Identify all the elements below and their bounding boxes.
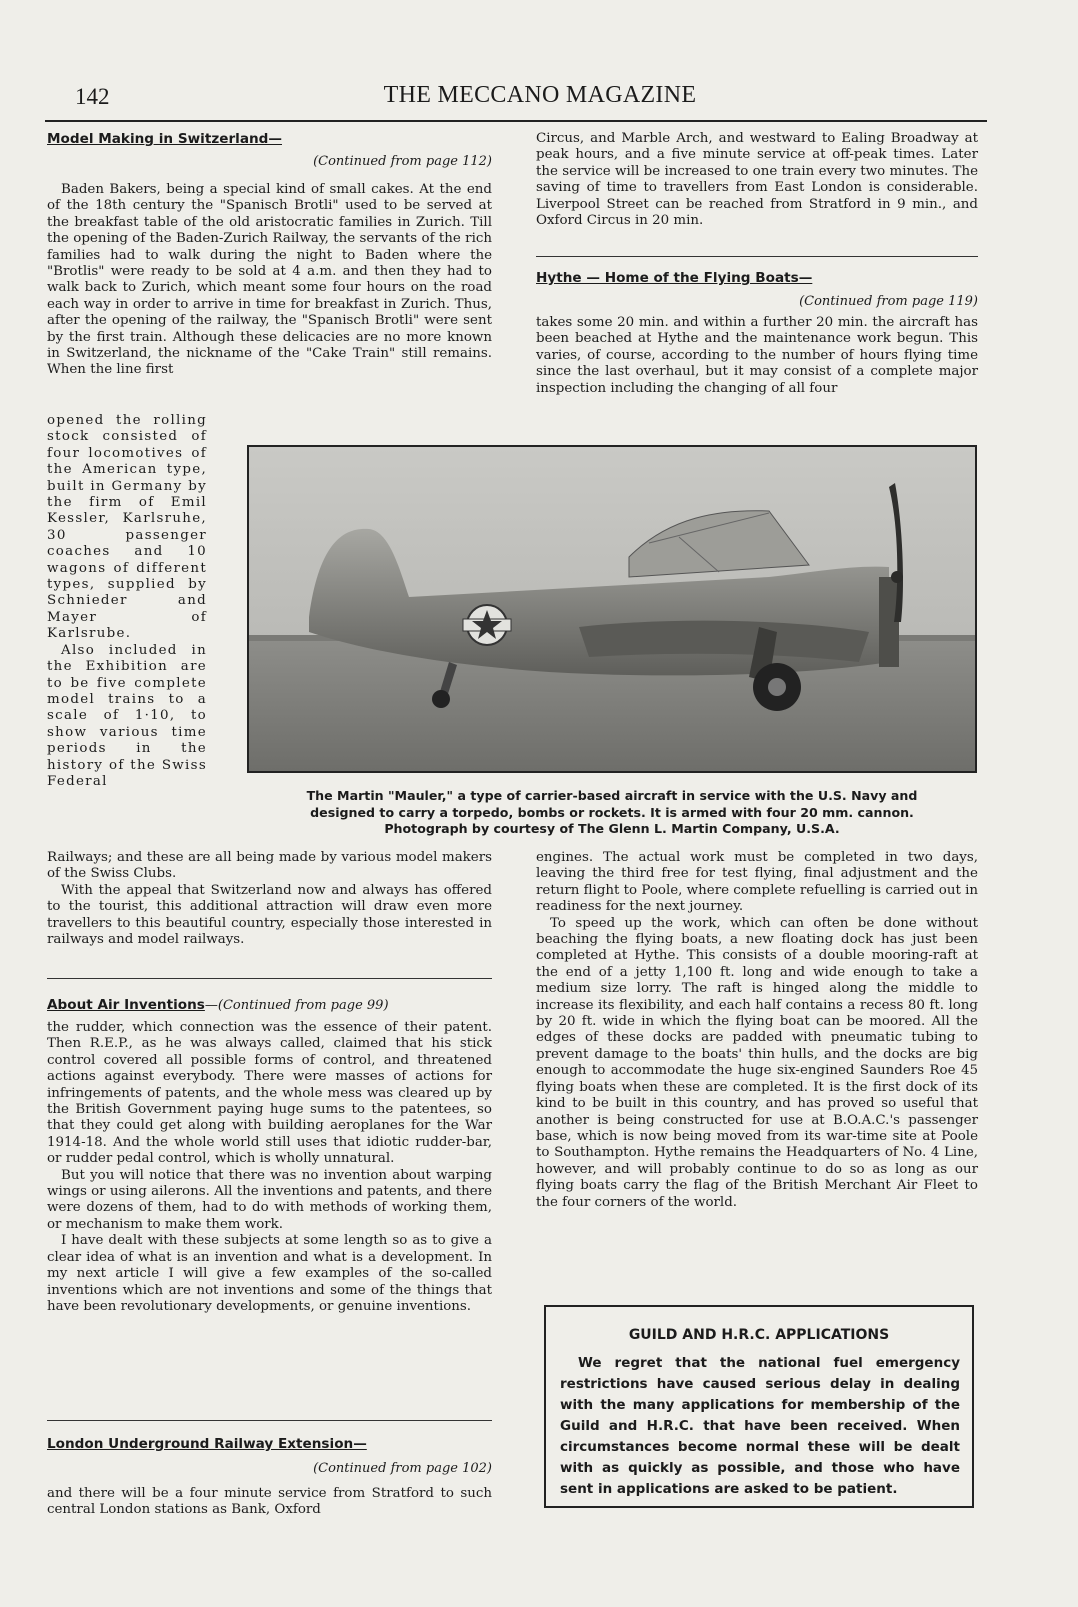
- hythe-para-2: engines. The actual work must be completed in two days, leaving the third free for test flying, final adjustment and the return flight to Poole, where complete refuelling is carried out in readiness for the next journey.: [536, 850, 978, 915]
- swiss-continued: (Continued from page 112): [313, 154, 492, 169]
- swiss-heading: Model Making in Switzerland—: [47, 131, 282, 147]
- martin-mauler-aircraft-image: [249, 447, 975, 771]
- section-rule: [536, 256, 978, 257]
- caption-line-2: designed to carry a torpedo, bombs or rockets. It is armed with four 20 mm. cannon.: [310, 804, 914, 820]
- swiss-para-2: Railways; and these are all being made by various model makers of the Swiss Clubs. With the appeal that Switzerland now and always has offered to the tourist, this additional attraction will draw even more travellers to this beautiful country, especially those interested in railways and model railways.: [47, 850, 492, 948]
- london-para-1: and there will be a four minute service from Stratford to such central London stations as Bank, Oxford: [47, 1486, 492, 1518]
- swiss-narrow-para-1: opened the rolling stock consisted of four locomotives of the American type, built in Germany by the firm of Emil Kessler, Karlsruhe, 30 passenger coaches and 10 wagons of different types, supplied by Schnieder and Mayer of Karlsrube.: [47, 413, 207, 642]
- hythe-continued: (Continued from page 119): [799, 294, 978, 309]
- guild-notice-box: [544, 1305, 974, 1508]
- page-number: 142: [75, 84, 110, 109]
- swiss-para-1: Baden Bakers, being a special kind of small cakes. At the end of the 18th century the "Spanisch Brotli" used to be served at the breakfast table of the old aristocratic families in Zurich. Till the opening of the Baden-Zurich Railway, the servants of the rich families had to walk during the night to Baden where the "Brotlis" were ready to be sold at 4 a.m. and then they had to walk back to Zurich, which meant some four hours on the road each way in order to arrive in time for breakfast in Zurich. Thus, after the opening of the railway, the "Spanisch Brotli" were sent by the first train. Although these delicacies are no more known in Switzerland, the nickname of the "Cake Train" still remains. When the line first: [47, 182, 492, 378]
- swiss-narrow-para-2: Also included in the Exhibition are to be five complete model trains to a scale of 1·10, to show various time periods in the history of the Swiss Federal: [47, 642, 207, 789]
- photo-caption: [247, 788, 977, 838]
- hythe-heading: Hythe — Home of the Flying Boats—: [536, 270, 813, 286]
- magazine-title: THE MECCANO MAGAZINE: [383, 82, 697, 108]
- caption-line-3: Photograph by courtesy of The Glenn L. Martin Company, U.S.A.: [384, 821, 840, 837]
- guild-title: GUILD AND H.R.C. APPLICATIONS: [628, 1327, 890, 1343]
- guild-body: We regret that the national fuel emergency restrictions have caused serious delay in dealing with the many applications for membership of the Guild and H.R.C. that have been received. When circumstances become normal these will be dealt with as quickly as possible, and those who have sent in applications are asked to be patient.: [560, 1355, 960, 1497]
- caption-line-1: The Martin "Mauler," a type of carrier-based aircraft in service with the U.S. Navy and: [306, 788, 918, 803]
- london-para-2: Circus, and Marble Arch, and westward to Ealing Broadway at peak hours, and a five minute service at off-peak times. Later the service will be increased to one train every two minutes. The saving of time to travellers from East London is considerable. Liverpool Street can be reached from Stratford in 9 min., and Oxford Circus in 20 min.: [536, 131, 978, 229]
- air-para-1: the rudder, which connection was the essence of their patent. Then R.E.P., as he was always called, claimed that his stick control covered all possible forms of control, and threatened actions against everybody. There were masses of actions for infringements of patents, and the whole mess was cleared up by the British Government paying huge sums to the patentees, so that they could get along with building aeroplanes for the War 1914-18. And the whole world still uses that idiotic rudder-bar, or rudder pedal control, which is wholly unnatural.: [47, 1020, 492, 1167]
- section-rule: [47, 1420, 492, 1421]
- hythe-para-3: To speed up the work, which can often be done without beaching the flying boats, a new floating dock has just been completed at Hythe. This consists of a double mooring-raft at the end of a jetty 1,100 ft. long and wide enough to take a medium size lorry. The raft is hinged along the middle to increase its flexibility, and each half contains a recess 80 ft. long by 20 ft. wide in which the flying boat can be moored. All the edges of these docks are padded with pneumatic tubing to prevent damage to the boats' thin hulls, and the docks are big enough to accommodate the huge six-engined Saunders Roe 45 flying boats when these are completed. It is the first dock of its kind to be built in this country, and has proved so useful that another is being constructed for use at B.O.A.C.'s passenger base, which is now being moved from its war-time site at Poole to Southampton. Hythe remains the Headquarters of No. 4 Line, however, and will probably continue to do so as long as our flying boats carry the flag of the British Merchant Air Fleet to the four corners of the world.: [536, 915, 978, 1210]
- air-heading: About Air Inventions—(Continued from page 99): [47, 997, 389, 1013]
- hythe-para-1: takes some 20 min. and within a further 20 min. the aircraft has been beached at Hythe and the maintenance work begun. This varies, of course, according to the number of hours flying time since the last overhaul, but it may consist of a complete major inspection including the changing of all four: [536, 315, 978, 396]
- london-heading: London Underground Railway Extension—: [47, 1436, 367, 1452]
- swiss-narrow-column: [47, 413, 207, 790]
- header-rule: [45, 120, 987, 122]
- london-continued: (Continued from page 102): [313, 1461, 492, 1476]
- hythe-body-continued: [536, 850, 978, 1211]
- aircraft-photo: [247, 445, 977, 773]
- air-para-3: I have dealt with these subjects at some length so as to give a clear idea of what is an invention and what is a development. In my next article I will give a few examples of the so-called inventions which are not inventions and some of the things that have been revolutionary developments, or genuine inventions.: [47, 1233, 492, 1314]
- swiss-para-3: With the appeal that Switzerland now and always has offered to the tourist, this additional attraction will draw even more travellers to this beautiful country, especially those interested in railways and model railways.: [47, 882, 492, 948]
- air-para-2: But you will notice that there was no invention about warping wings or using ailerons. All the inventions and patents, and there were dozens of them, had to do with methods of working them, or mechanism to make them work.: [47, 1167, 492, 1232]
- air-body: [47, 1020, 492, 1315]
- section-rule: [47, 978, 492, 979]
